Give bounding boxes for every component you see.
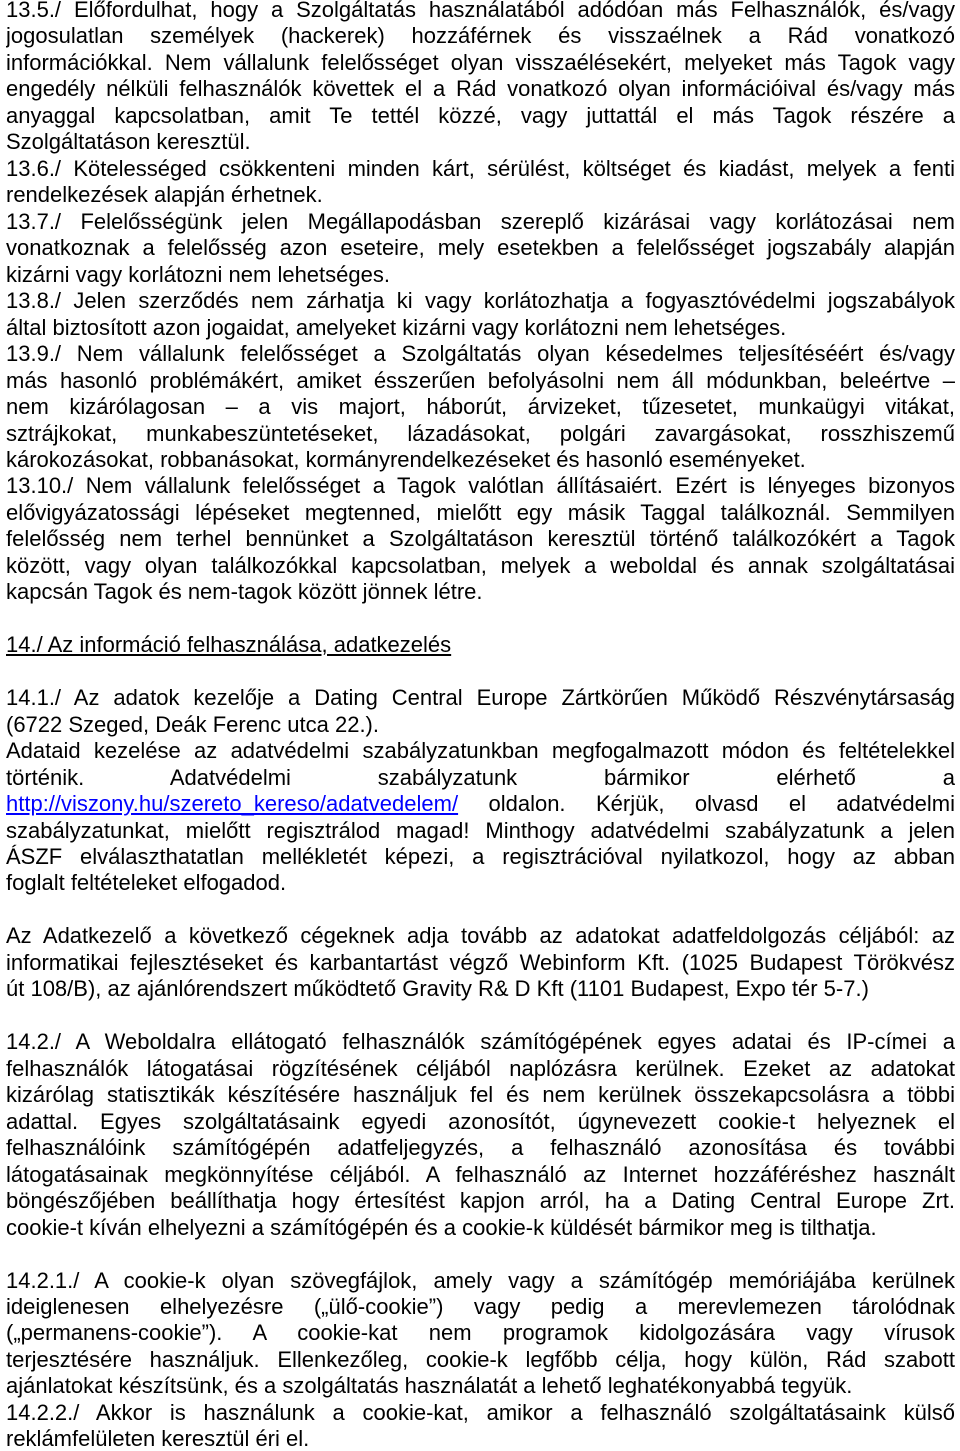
- text-line: engedély nélküli felhasználók követtek el a Rád vonatkozó olyan információival és/vagy más: [6, 76, 955, 102]
- paragraph-13-10: [6, 473, 955, 605]
- text-line: (6722 Szeged, Deák Ferenc utca 22.).: [6, 711, 379, 737]
- text-line: 13.9./ Nem vállalunk felelősséget a Szolgáltatás olyan késedelmes teljesítéséért és/vagy: [6, 341, 955, 367]
- text-line: anyaggal kapcsolatban, amit Te tettél közzé, vagy juttattál el más Tagok részére a: [6, 102, 955, 128]
- text-line: sztrájkokat, munkabeszüntetéseket, lázadásokat, polgári zavargásokat, rosszhiszemű: [6, 420, 955, 446]
- text-line: elővigyázatossági lépéseket megtenned, mielőtt egy másik Taggal találkoznál. Semmilyen: [6, 499, 955, 525]
- text-line: Szolgáltatáson keresztül.: [6, 129, 251, 155]
- text-line: rendelkezések alapján érhetnek.: [6, 182, 323, 208]
- text-line: kapcsán Tagok és nem-tagok között jönnek létre.: [6, 579, 483, 605]
- text-line: között, vagy olyan találkozókkal kapcsolatban, melyek a weboldal és annak szolgáltatásai: [6, 552, 955, 578]
- text-line: ÁSZF elválaszthatatlan mellékletét képezi, a regisztrációval nyilatkozol, hogy az abban: [6, 844, 955, 869]
- text-line: károkozásokat, robbanásokat, kormányrendelkezéseket és hasonló eseményeket.: [6, 446, 806, 472]
- paragraph-14-2-2: [6, 1400, 955, 1451]
- text-line: 13.10./ Nem vállalunk felelősséget a Tagok valótlan állításaiért. Ezért is lényeges bizonyos: [6, 473, 955, 499]
- text-line: 14.2.2./ Akkor is használunk a cookie-kat, amikor a felhasználó szolgáltatásaink külső: [6, 1399, 955, 1425]
- text-line: vonatkoznak a felelősség azon eseteire, mely esetekben a felelősséget jogszabály alapján: [6, 235, 955, 261]
- text-line: információkkal. Nem vállalunk felelősséget olyan visszaélésekért, melyeket más Tagok vagy: [6, 49, 955, 75]
- text-line: cookie-t kíván elhelyezni a számítógépén és a cookie-k küldését bármikor meg is tilthatja.: [6, 1214, 877, 1240]
- text-line: adattal. Egyes szolgáltatásaink egyedi azonosítót, úgynevezett cookie-t helyeznek el: [6, 1108, 955, 1134]
- paragraph-13-8: [6, 288, 955, 341]
- text-line: böngészőjében beállíthatja hogy értesítést kapjon arról, ha a Dating Central Europe Zrt.: [6, 1188, 955, 1214]
- text-line: más hasonló problémákért, amiket ésszerűen befolyásolni nem áll módunkban, beleértve –: [6, 367, 955, 393]
- text-line: 14.2.1./ A cookie-k olyan szövegfájlok, amely vagy a számítógép memóriájába kerülnek: [6, 1267, 955, 1293]
- text-line: 13.7./ Felelősségünk jelen Megállapodásban szereplő kizárásai vagy korlátozásai nem: [6, 208, 955, 234]
- text-line: szabályzatunkat, mielőtt regisztrálod magad! Minthogy adatvédelmi szabályzatunk a jelen: [6, 817, 955, 843]
- text-line: foglalt feltételeket elfogadod.: [6, 870, 287, 896]
- paragraph-spacer: [6, 1003, 955, 1029]
- text-line: ajánlatokat készítsünk, és a szolgáltatás használatát a lehető leghatékonyabbá tegyük.: [6, 1373, 853, 1399]
- text-line: felhasználóink számítógépén adatfeljegyzés, a felhasználó azonosítása és további: [6, 1135, 955, 1161]
- paragraph-13-5: [6, 0, 955, 156]
- paragraph-13-7: [6, 209, 955, 288]
- text-segment: oldalon. Kérjük, olvasd el adatvédelmi: [458, 791, 955, 817]
- paragraph-13-6: [6, 156, 955, 209]
- text-line: 13.6./ Kötelességed csökkenteni minden kárt, sérülést, költséget és kiadást, melyek a fenti: [6, 155, 955, 181]
- document-page: [6, 0, 955, 1451]
- text-line: 13.5./ Előfordulhat, hogy a Szolgáltatás használatából adódóan más Felhasználók, és/vagy: [6, 0, 955, 22]
- text-line: Adataid kezelése az adatvédelmi szabályzatunkban megfogalmazott módon és feltételekkel: [6, 738, 955, 764]
- text-line: („permanens-cookie”). A cookie-kat nem programok kidolgozására vagy vírusok: [6, 1320, 955, 1346]
- paragraph-spacer: [6, 659, 955, 685]
- text-line: informatikai fejlesztéseket és karbantartást végző Webinform Kft. (1025 Budapest Törökvész: [6, 949, 955, 975]
- paragraph-14-2: [6, 1029, 955, 1241]
- text-line: felelősség nem terhel bennünket a Szolgáltatáson keresztül történő találkozókért a Tagok: [6, 526, 955, 552]
- text-line: által biztosított azon jogaidat, amelyeket kizárni vagy korlátozni nem lehetséges.: [6, 314, 787, 340]
- text-line: nem kizárólagosan – a vis majort, háborút, árvizeket, tűzesetet, munkaügyi vitákat,: [6, 394, 955, 420]
- paragraph-data-processors: [6, 923, 955, 1002]
- text-line: történik. Adatvédelmi szabályzatunk bármikor elérhető a: [6, 764, 955, 790]
- text-line: terjesztésére használjuk. Ellenkezőleg, cookie-k legfőbb célja, hogy külön, Rád szabott: [6, 1346, 955, 1372]
- text-line: 14.1./ Az adatok kezelője a Dating Central Europe Zártkörűen Működő Részvénytársaság: [6, 685, 955, 711]
- text-line: kizárólag statisztikák készítésére használjuk fel és nem kerülnek összekapcsolásra a többi: [6, 1082, 955, 1108]
- section-heading: 14./ Az információ felhasználása, adatkezelés: [6, 632, 452, 658]
- privacy-policy-link[interactable]: http://viszony.hu/szereto_kereso/adatvedelem/: [6, 791, 459, 817]
- text-line: felhasználók látogatásai rögzítésének céljából naplózásra kerülnek. Ezeket az adatokat: [6, 1055, 955, 1081]
- paragraph-14-2-1: [6, 1268, 955, 1400]
- paragraph-14-1: [6, 685, 955, 738]
- text-line: ideiglenesen elhelyezésre („ülő-cookie”) vagy pedig a merevlemezen tárolódnak: [6, 1293, 955, 1319]
- paragraph-privacy-policy: [6, 738, 955, 897]
- text-line: 13.8./ Jelen szerződés nem zárhatja ki vagy korlátozhatja a fogyasztóvédelmi jogszabályok: [6, 288, 955, 314]
- text-line: jogosulatlan személyek (hackerek) hozzáférnek és visszaélnek a Rád vonatkozó: [6, 23, 955, 49]
- paragraph-spacer: [6, 606, 955, 632]
- paragraph-13-9: [6, 341, 955, 473]
- paragraph-spacer: [6, 1241, 955, 1267]
- text-line: reklámfelületen keresztül éri el.: [6, 1426, 310, 1451]
- text-line: kizárni vagy korlátozni nem lehetséges.: [6, 261, 390, 287]
- paragraph-spacer: [6, 897, 955, 923]
- text-line: látogatásainak megkönnyítése céljából. A felhasználó az Internet hozzáféréshez használt: [6, 1161, 955, 1187]
- text-line: Az Adatkezelő a következő cégeknek adja tovább az adatokat adatfeldolgozás céljából: az: [6, 923, 955, 949]
- text-line: 14.2./ A Weboldalra ellátogató felhasználók számítógépének egyes adatai és IP-címei a: [6, 1029, 955, 1055]
- text-line: út 108/B), az ajánlórendszert működtető Gravity R& D Kft (1101 Budapest, Expo tér 5-7.): [6, 976, 869, 1002]
- section-heading-row: [6, 632, 955, 658]
- text-line: [6, 791, 955, 817]
